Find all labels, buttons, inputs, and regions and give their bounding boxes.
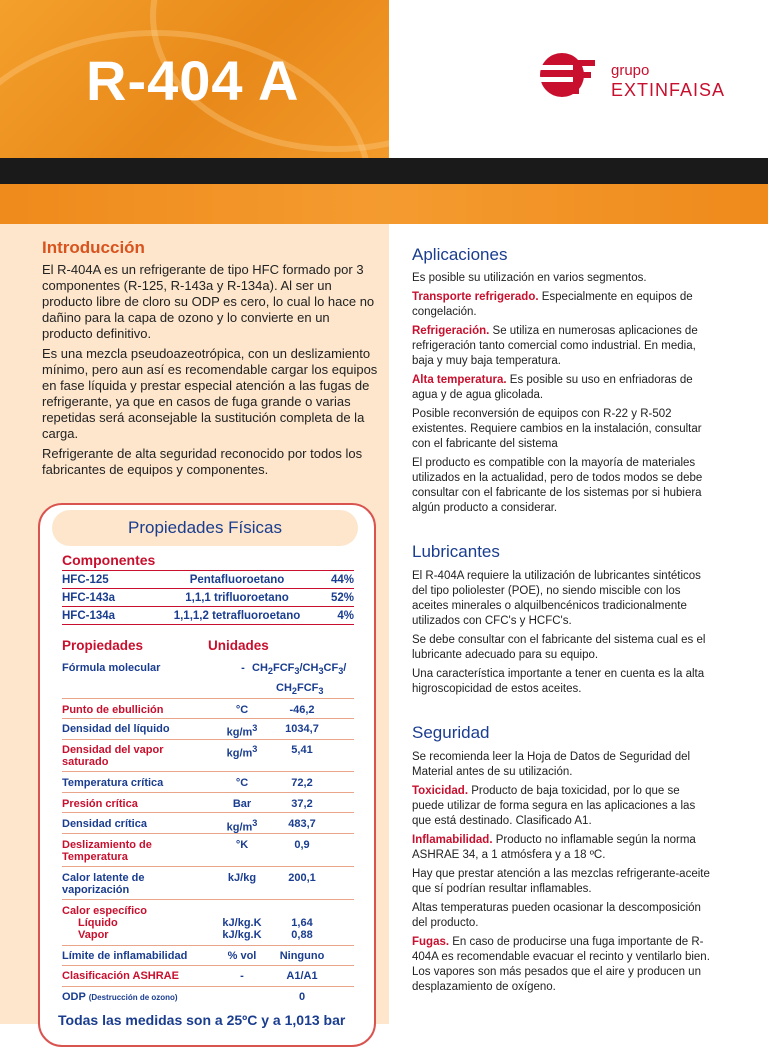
footnote: Todas las medidas son a 25ºC y a 1,013 bar <box>58 1012 346 1028</box>
prop-unit: - <box>241 662 245 674</box>
extinfaisa-logo-icon <box>537 50 597 100</box>
prop-unit: °C <box>235 777 249 789</box>
prop-value: 1,64 <box>291 917 313 929</box>
prop-name: Densidad del líquido <box>62 723 170 735</box>
prop-name: Calor latente de vaporización <box>62 872 145 896</box>
intro-heading: Introducción <box>42 238 145 257</box>
prop-value: 72,2 <box>291 777 313 789</box>
text-paragraph: Una característica importante a tener en cuenta es la alta higroscopicidad de estos aceites. <box>412 668 705 695</box>
prop-value: -46,2 <box>289 704 315 716</box>
lubricantes-text <box>412 569 712 701</box>
page-title: R-404 A <box>86 49 300 112</box>
formula-line1: $CH_2FCF_3/CH_3CF_3/$ <box>252 662 347 677</box>
text-paragraph: Refrigeración. Se utiliza en numerosas aplicaciones de refrigeración tanto comercial como industrial. En media, baja y muy baja temperatura. <box>412 325 698 367</box>
row-divider <box>62 899 354 900</box>
properties-title: Propiedades Físicas <box>52 510 358 546</box>
header-divider <box>0 158 768 184</box>
component-code: HFC-134a <box>62 609 116 622</box>
text-paragraph: El R-404A requiere la utilización de lubricantes sintéticos del tipo poliolester (POE), no siendo miscible con los aceites minerales o alquilbencénicos tradicionalmente utilizados con CFC's y HCFC's. <box>412 570 701 627</box>
component-name: Pentafluoroetano <box>189 573 285 586</box>
prop-name: Densidad del vapor saturado <box>62 744 164 768</box>
prop-name: Vapor <box>78 929 109 941</box>
row-divider <box>62 718 354 719</box>
seguridad-text <box>412 750 712 999</box>
text-paragraph: Altas temperaturas pueden ocasionar la descomposición del producto. <box>412 902 701 929</box>
prop-unit: - <box>240 970 244 982</box>
row-divider <box>62 965 354 966</box>
intro-text <box>42 262 382 482</box>
prop-name: Densidad crítica <box>62 818 147 830</box>
prop-value: 0,9 <box>294 839 310 851</box>
text-paragraph: Inflamabilidad. Producto no inflamable según la norma ASHRAE 34, a 1 atmósfera y a 18 ºC. <box>412 834 696 861</box>
component-code: HFC-143a <box>62 591 116 604</box>
prop-name: Calor específico <box>62 905 147 917</box>
text-paragraph: Posible reconversión de equipos con R-22 y R-502 existentes. Requiere cambios en la instalación, consultar con el fabricante del sistema <box>412 408 702 450</box>
text-paragraph: Se debe consultar con el fabricante del sistema cual es el lubricante adecuado para su equipo. <box>412 634 706 661</box>
components-heading: Componentes <box>62 552 156 568</box>
text-paragraph: El producto es compatible con la mayoría de materiales utilizados en la actualidad, pero de todos modos se debe consultar con el fabricante de los sistemas por si hubiera algún producto a considerar. <box>412 457 703 514</box>
logo-brand-text: EXTINFAISA <box>611 80 726 100</box>
prop-value: 0,88 <box>291 929 313 941</box>
component-code: HFC-125 <box>62 573 109 586</box>
prop-unit: °K <box>235 839 249 851</box>
components-table <box>62 570 354 625</box>
table-row <box>62 606 354 625</box>
prop-value: Ninguno <box>279 950 325 962</box>
prop-name: Líquido <box>78 917 118 929</box>
prop-value: 0 <box>298 991 306 1003</box>
prop-value: 200,1 <box>288 872 316 884</box>
text-paragraph: Se recomienda leer la Hoja de Datos de Seguridad del Material antes de su utilización. <box>412 751 691 778</box>
orange-band <box>0 184 768 224</box>
prop-unit: $kg/m^3$ <box>226 818 258 834</box>
component-name: 1,1,1,2 tetrafluoroetano <box>173 609 301 622</box>
prop-value: 483,7 <box>288 818 316 830</box>
properties-column-header: Propiedades <box>62 638 144 653</box>
seguridad-heading: Seguridad <box>412 723 490 742</box>
prop-name: Fórmula molecular <box>62 662 161 674</box>
prop-unit: kJ/kg <box>227 872 257 884</box>
text-paragraph: Fugas. En caso de producirse una fuga importante de R-404A es recomendable evacuar el recinto y ventilarlo bien. Los vapores son más pesados que el aire y producen un desplazamiento de oxígeno. <box>412 936 710 993</box>
prop-value: 37,2 <box>291 798 313 810</box>
text-paragraph: Es posible su utilización en varios segmentos. <box>412 272 647 284</box>
component-pct: 52% <box>330 591 354 604</box>
units-column-header: Unidades <box>208 638 269 653</box>
prop-unit: % vol <box>227 950 257 962</box>
prop-unit: kJ/kg.K <box>222 917 262 929</box>
row-divider <box>62 986 354 987</box>
row-divider <box>62 739 354 740</box>
prop-unit: $kg/m^3$ <box>226 723 258 739</box>
prop-value: 1034,7 <box>285 723 319 735</box>
intro-paragraph: El R-404A es un refrigerante de tipo HFC formado por 3 componentes (R-125, R-143a y R-134a). Al ser un producto libre de cloro su ODP es cero, lo cual lo hace no dañino para la capa de ozono y lo convierte en un producto definitivo. <box>42 262 375 341</box>
prop-value: 5,41 <box>291 744 313 756</box>
row-divider <box>62 866 354 867</box>
prop-name: ODP (Destrucción de ozono) <box>62 991 178 1003</box>
text-paragraph: Alta temperatura. Es posible su uso en enfriadoras de agua y de agua glicolada. <box>412 374 693 401</box>
prop-name: Clasificación ASHRAE <box>62 970 179 982</box>
formula-line2: $CH_2FCF_3$ <box>276 682 324 697</box>
component-name: 1,1,1 trifluoroetano <box>185 591 289 604</box>
prop-name: Deslizamiento de Temperatura <box>62 839 152 863</box>
prop-unit: °C <box>235 704 249 716</box>
prop-name: Presión crítica <box>62 798 138 810</box>
prop-unit: kJ/kg.K <box>222 929 262 941</box>
table-row <box>62 588 354 606</box>
prop-name: Temperatura crítica <box>62 777 164 789</box>
prop-unit: $kg/m^3$ <box>226 744 258 760</box>
lubricantes-heading: Lubricantes <box>412 542 500 561</box>
component-pct: 44% <box>330 573 354 586</box>
prop-name: Punto de ebullición <box>62 704 164 716</box>
text-paragraph: Transporte refrigerado. Especialmente en equipos de congelación. <box>412 291 693 318</box>
prop-unit: Bar <box>232 798 252 810</box>
row-divider <box>62 698 354 699</box>
prop-value: A1/A1 <box>286 970 318 982</box>
aplicaciones-text <box>412 271 712 520</box>
row-divider <box>62 945 354 946</box>
intro-paragraph: Refrigerante de alta seguridad reconocido por todos los fabricantes de equipos y componentes. <box>42 446 363 477</box>
row-divider <box>62 792 354 793</box>
text-paragraph: Toxicidad. Producto de baja toxicidad, por lo que se puede utilizar de forma segura en las aplicaciones a las que está destinado. Clasificado A1. <box>412 785 696 827</box>
intro-paragraph: Es una mezcla pseudoazeotrópica, con un deslizamiento mínimo, pero aun así es recomendable cargar los equipos en fase líquida y prestar especial atención a las fugas de refrigerante, ya que en casos de fuga grande o varias repetidas será aconsejable la sustitución completa de la carga. <box>42 346 378 441</box>
table-row <box>62 570 354 588</box>
logo-grupo-text: grupo <box>611 62 650 79</box>
row-divider <box>62 833 354 834</box>
aplicaciones-heading: Aplicaciones <box>412 245 508 264</box>
text-paragraph: Hay que prestar atención a las mezclas refrigerante-aceite que sí podrían resultar inflamables. <box>412 868 710 895</box>
row-divider <box>62 812 354 813</box>
component-pct: 4% <box>337 609 354 622</box>
prop-name: Límite de inflamabilidad <box>62 950 188 962</box>
row-divider <box>62 771 354 772</box>
